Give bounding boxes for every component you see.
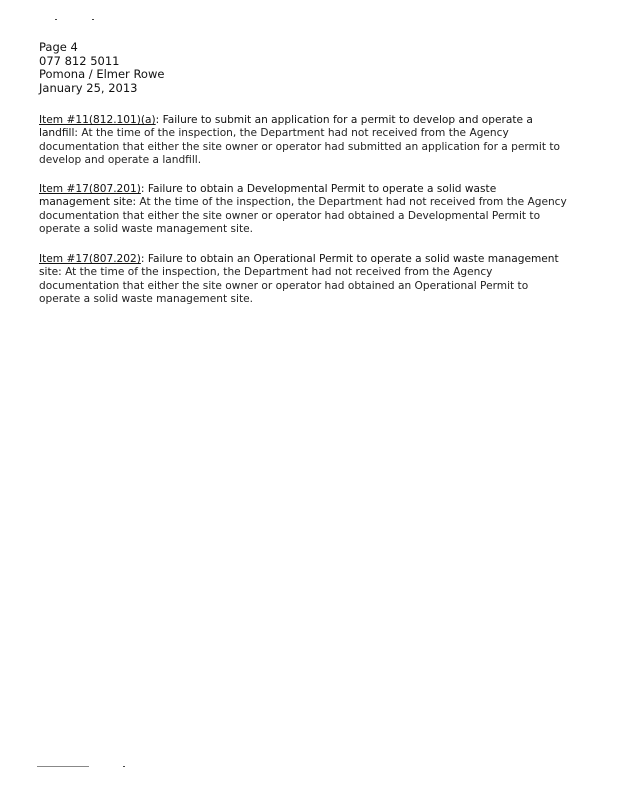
scan-mark-bottom-right — [123, 766, 125, 767]
item-title: : Failure to submit an application for a permit to develop and operate a landfill: — [39, 114, 533, 140]
violation-item — [39, 183, 569, 237]
letter-header — [39, 41, 164, 95]
violation-item — [39, 114, 569, 168]
scan-mark-bottom — [37, 766, 89, 767]
site-name: Pomona / Elmer Rowe — [39, 67, 165, 81]
item-reference: Item #11(812.101)(a) — [39, 114, 156, 126]
item-description: At the time of the inspection, the Department had not received from the Agency documentation that either the site owner or operator had submitted an application for a permit to develop and operate a landfill. — [39, 127, 560, 167]
item-reference: Item #17(807.201) — [39, 183, 141, 195]
id-number: 077 812 5011 — [39, 53, 120, 68]
item-reference: Item #17(807.202) — [39, 253, 141, 265]
scan-mark-top-right — [92, 19, 94, 20]
item-description: At the time of the inspection, the Department had not received from the Agency documentation that either the site owner or operator had obtained an Operational Permit to operate a solid waste management site. — [39, 266, 529, 306]
letter-date: January 25, 2013 — [39, 80, 138, 95]
scan-mark-top — [55, 19, 57, 20]
violation-item — [39, 253, 569, 307]
page-number: Page 4 — [39, 40, 78, 54]
item-title: : Failure to obtain an Operational Permit to operate a solid waste management site: — [39, 253, 559, 279]
item-description: At the time of the inspection, the Department had not received from the Agency documentation that either the site owner or operator had obtained a Developmental Permit to operate a solid waste management site. — [39, 196, 567, 236]
item-title: : Failure to obtain a Developmental Permit to operate a solid waste management site: — [39, 183, 497, 209]
